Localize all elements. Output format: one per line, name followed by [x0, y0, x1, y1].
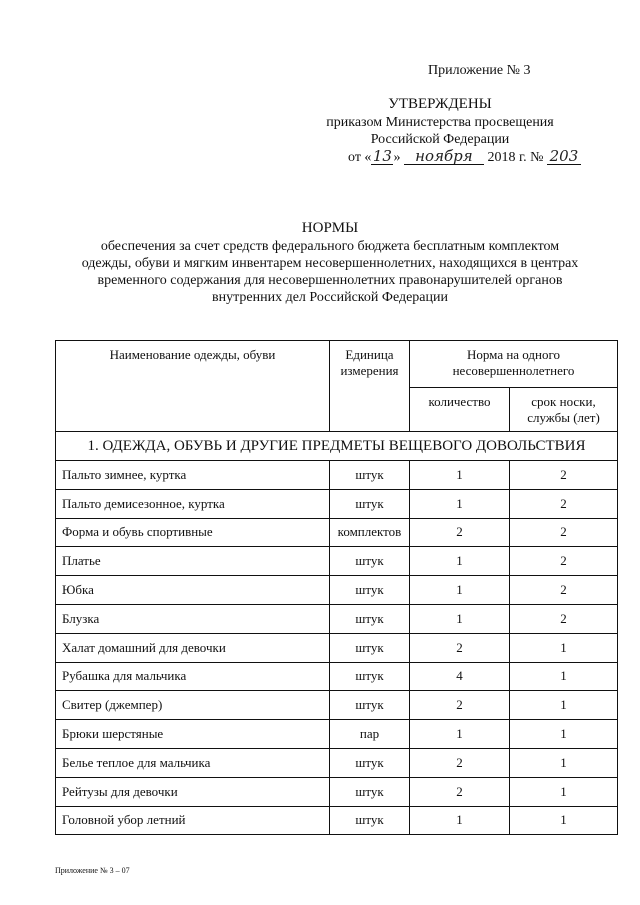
date-mid: » [393, 150, 401, 165]
item-term: 1 [510, 777, 618, 806]
table-row [56, 518, 618, 547]
order-line-2: Российской Федерации [370, 132, 510, 147]
order-number: 203 [547, 149, 581, 165]
item-quantity: 1 [410, 461, 510, 490]
header-unit: Единица измерения [330, 341, 410, 432]
item-unit: штук [330, 604, 410, 633]
table-row [56, 748, 618, 777]
item-name: Брюки шерстяные [56, 720, 330, 749]
item-name: Головной убор летний [56, 806, 330, 835]
table-row [56, 691, 618, 720]
item-name: Белье теплое для мальчика [56, 748, 330, 777]
order-line-1: приказом Министерства просвещения [326, 115, 554, 130]
date-month: ноября [404, 149, 484, 165]
item-quantity: 2 [410, 748, 510, 777]
page-footer: Приложение № 3 – 07 [55, 866, 130, 875]
item-term: 2 [510, 604, 618, 633]
item-quantity: 1 [410, 806, 510, 835]
item-quantity: 1 [410, 547, 510, 576]
item-name: Рубашка для мальчика [56, 662, 330, 691]
date-prefix: от « [348, 150, 372, 165]
header-item-name: Наименование одежды, обуви [56, 341, 330, 432]
table-row [56, 489, 618, 518]
item-unit: пар [330, 720, 410, 749]
item-unit: штук [330, 777, 410, 806]
table-row [56, 662, 618, 691]
item-unit: штук [330, 662, 410, 691]
table-row [56, 576, 618, 605]
section-heading: 1. ОДЕЖДА, ОБУВЬ И ДРУГИЕ ПРЕДМЕТЫ ВЕЩЕВОГО ДОВОЛЬСТВИЯ [56, 432, 618, 461]
item-unit: штук [330, 748, 410, 777]
item-unit: штук [330, 633, 410, 662]
item-term: 2 [510, 547, 618, 576]
item-unit: штук [330, 576, 410, 605]
item-term: 2 [510, 461, 618, 490]
item-term: 1 [510, 720, 618, 749]
norms-table [55, 340, 618, 835]
item-name: Форма и обувь спортивные [56, 518, 330, 547]
item-quantity: 1 [410, 720, 510, 749]
item-unit: штук [330, 547, 410, 576]
item-name: Юбка [56, 576, 330, 605]
subtitle-line-3: временного содержания для несовершеннолетних правонарушителей органов [97, 273, 563, 288]
item-name: Рейтузы для девочки [56, 777, 330, 806]
item-term: 2 [510, 576, 618, 605]
header-quantity: количество [410, 388, 510, 432]
item-term: 1 [510, 662, 618, 691]
table-row [56, 461, 618, 490]
item-unit: штук [330, 461, 410, 490]
item-term: 1 [510, 633, 618, 662]
item-unit: штук [330, 806, 410, 835]
item-name: Пальто демисезонное, куртка [56, 489, 330, 518]
item-quantity: 2 [410, 777, 510, 806]
item-quantity: 4 [410, 662, 510, 691]
item-name: Свитер (джемпер) [56, 691, 330, 720]
subtitle-line-1: обеспечения за счет средств федерального бюджета бесплатным комплектом [100, 239, 560, 254]
document-title: НОРМЫ [301, 220, 359, 236]
item-unit: комплектов [330, 518, 410, 547]
item-quantity: 2 [410, 691, 510, 720]
date-day: 13 [372, 147, 392, 165]
item-term: 1 [510, 691, 618, 720]
item-quantity: 1 [410, 576, 510, 605]
table-row [56, 806, 618, 835]
item-term: 2 [510, 518, 618, 547]
item-name: Платье [56, 547, 330, 576]
item-unit: штук [330, 489, 410, 518]
appendix-label: Приложение № 3 [428, 63, 531, 78]
item-quantity: 2 [410, 633, 510, 662]
item-name: Пальто зимнее, куртка [56, 461, 330, 490]
date-year: 2018 г. № [487, 150, 544, 165]
table-row [56, 777, 618, 806]
table-row [56, 547, 618, 576]
item-quantity: 1 [410, 489, 510, 518]
item-quantity: 2 [410, 518, 510, 547]
item-term: 1 [510, 806, 618, 835]
table-row [56, 604, 618, 633]
table-row [56, 633, 618, 662]
order-date [348, 149, 581, 166]
item-quantity: 1 [410, 604, 510, 633]
item-name: Халат домашний для девочки [56, 633, 330, 662]
subtitle-line-4: внутренних дел Российской Федерации [211, 290, 449, 305]
header-norm: Норма на одного несовершеннолетнего [410, 341, 618, 388]
approved-heading: УТВЕРЖДЕНЫ [388, 96, 492, 112]
subtitle-line-2: одежды, обуви и мягким инвентарем несовершеннолетних, находящихся в центрах [81, 256, 579, 271]
table-row [56, 720, 618, 749]
header-term: срок носки, службы (лет) [510, 388, 618, 432]
item-name: Блузка [56, 604, 330, 633]
item-term: 1 [510, 748, 618, 777]
item-term: 2 [510, 489, 618, 518]
item-unit: штук [330, 691, 410, 720]
